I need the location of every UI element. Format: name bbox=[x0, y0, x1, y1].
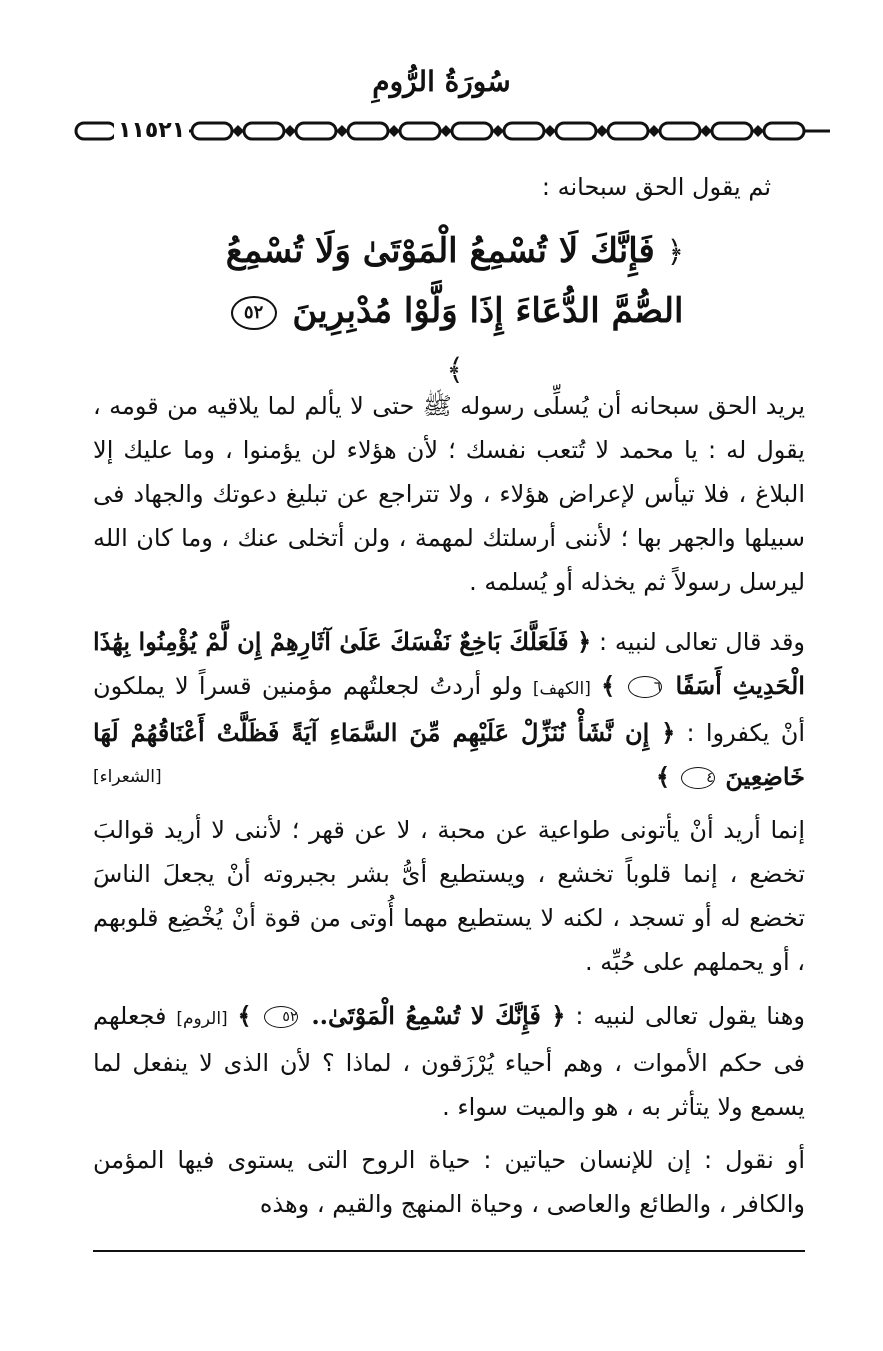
quote-close-bracket: ﴾ bbox=[237, 1001, 252, 1030]
surah-reference-kahf: [الكهف] bbox=[532, 679, 591, 699]
quran-verse bbox=[220, 222, 690, 400]
surah-title: سُورَةُ الرُّومِ bbox=[372, 65, 511, 98]
quote-shuara: ﴿ إِن نَّشَأْ نُنَزِّلْ عَلَيْهِم مِّنَ السَّمَاءِ آيَةً فَظَلَّتْ أَعْنَاقُهُمْ لَهَا خَاضِعِينَ bbox=[93, 718, 805, 791]
paragraph-2-middle: ولو أردتُ لجعلتُهم مؤمنين قسراً لا يملكون أنْ يكفروا : bbox=[93, 672, 805, 747]
paragraph-2 bbox=[93, 620, 805, 799]
paragraph-4-intro: وهنا يقول تعالى لنبيه : bbox=[575, 1002, 806, 1030]
quote-close-bracket: ﴾ bbox=[656, 762, 671, 791]
intro-line: ثم يقول الحق سبحانه : bbox=[541, 173, 771, 201]
verse-line-2 bbox=[220, 282, 690, 400]
quote-rum: ﴿ فَإِنَّكَ لا تُسْمِعُ الْمَوْتَىٰ.. bbox=[311, 1001, 566, 1030]
verse-line-2-text: الصُّمَّ الدُّعَاءَ إِذَا وَلَّوْا مُدْبِرِينَ bbox=[292, 291, 684, 331]
paragraph-4-rest: فجعلهم فى حكم الأموات ، وهم أحياء يُرْزَقون ، لماذا ؟ لأن الذى لا ينفعل لما يسمع ولا يتأثر به ، هو والميت سواء . bbox=[93, 1002, 805, 1121]
paragraph-4 bbox=[93, 994, 805, 1129]
paragraph-2-intro: وقد قال تعالى لنبيه : bbox=[598, 628, 806, 656]
ayah-number-badge: ٥٢ bbox=[264, 1006, 298, 1028]
verse-number-badge: ٥٢ bbox=[231, 296, 277, 330]
footer-divider bbox=[93, 1250, 805, 1252]
ayah-number-badge: ٦ bbox=[628, 676, 662, 698]
surah-reference-rum: [الروم] bbox=[176, 1009, 228, 1029]
page-number: ١١٥٢١ bbox=[114, 116, 189, 146]
paragraph-1: يريد الحق سبحانه أن يُسلِّى رسوله ﷺ حتى لا يألم لما يلاقيه من قومه ، يقول له : يا محمد لا تُتعب نفسك ؛ لأن هؤلاء لن يؤمنوا ، وما عليك إلا البلاغ ، فلا تيأس لإعراض هؤلاء ، ولا تتراجع عن تبليغ دعوتك والجهاد فى سبيلها والجهر بها ؛ لأننى أرسلتك لمهمة ، ولن أتخلى عنك ، وما كان الله ليرسل رسولاً ثم يخذله أو يُسلمه . bbox=[93, 392, 805, 596]
surah-reference-shuara: [الشعراء] bbox=[93, 767, 162, 787]
verse-line-1-text: فَإِنَّكَ لَا تُسْمِعُ الْمَوْتَىٰ وَلَا تُسْمِعُ bbox=[225, 231, 655, 271]
verse-close-bracket: ﴾ bbox=[446, 353, 464, 388]
verse-line-1 bbox=[220, 222, 690, 282]
paragraph-5: أو نقول : إن للإنسان حياتين : حياة الروح التى يستوى فيها المؤمن والكافر ، والطائع والعاصى ، وحياة المنهج والقيم ، وهذه bbox=[93, 1146, 805, 1218]
quote-kahf: ﴿ فَلَعَلَّكَ بَاخِعٌ نَفْسَكَ عَلَىٰ آثَارِهِمْ إِن لَّمْ يُؤْمِنُوا بِهَٰذَا الْحَدِيثِ أَسَفًا bbox=[93, 627, 805, 700]
quote-close-bracket: ﴾ bbox=[601, 671, 616, 700]
ayah-number-badge: ٤ bbox=[681, 767, 715, 789]
verse-open-bracket: ﴿ bbox=[666, 235, 685, 270]
paragraph-3: إنما أريد أنْ يأتونى طواعية عن محبة ، لا عن قهر ؛ لأننى لا أريد قوالبَ تخضع ، إنما قلوباً تخشع ، ويستطيع أىُّ بشر بجبروته أنْ يجعلَ الناسَ تخضع له أو تسجد ، لكنه لا يستطيع مهما أُوتى من قوة أنْ يُخْضِع قلوبهم ، أو يحملهم على حُبِّه . bbox=[93, 816, 805, 976]
header-ornament-border bbox=[74, 116, 832, 146]
